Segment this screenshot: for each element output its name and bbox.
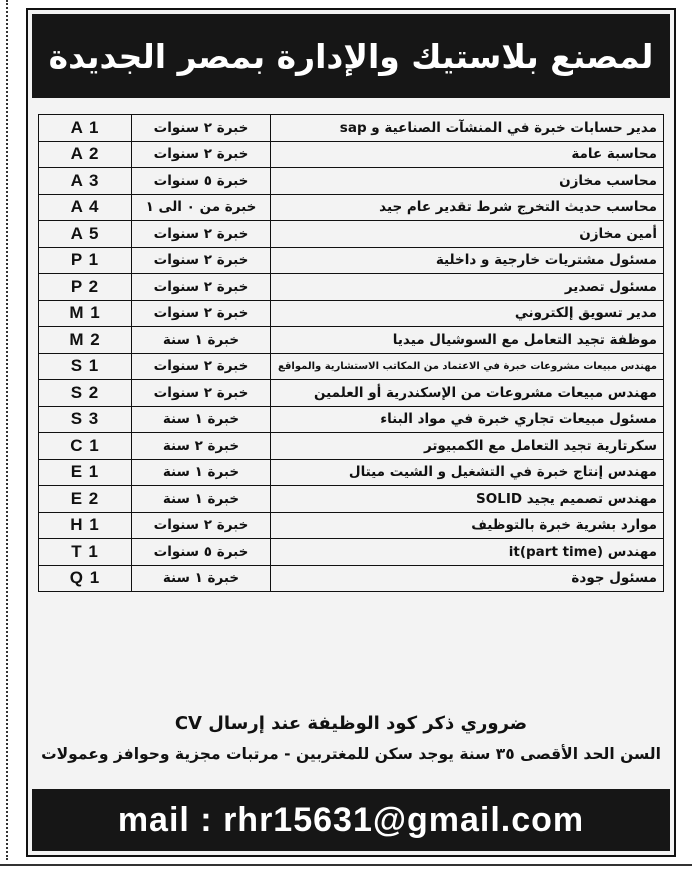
job-title: محاسب حديث التخرج شرط تقدير عام جيد (271, 194, 664, 221)
job-experience: خبرة ٢ سنوات (132, 512, 271, 539)
job-row (39, 406, 664, 433)
job-row (39, 459, 664, 486)
job-experience: خبرة ١ سنة (132, 327, 271, 354)
job-code: S 2 (39, 380, 132, 407)
job-row (39, 141, 664, 168)
job-experience: خبرة ٢ سنوات (132, 247, 271, 274)
job-code: P 1 (39, 247, 132, 274)
job-code: M 1 (39, 300, 132, 327)
job-title: محاسبة عامة (271, 141, 664, 168)
job-experience: خبرة ١ سنة (132, 486, 271, 513)
job-title: مهندس it(part time) (271, 539, 664, 566)
job-code: A 5 (39, 221, 132, 248)
job-code: P 2 (39, 274, 132, 301)
job-row (39, 539, 664, 566)
job-row (39, 115, 664, 142)
job-experience: خبرة ١ سنة (132, 459, 271, 486)
job-code: H 1 (39, 512, 132, 539)
job-row (39, 380, 664, 407)
job-title: مسئول تصدير (271, 274, 664, 301)
job-code: S 3 (39, 406, 132, 433)
job-experience: خبرة ٢ سنوات (132, 221, 271, 248)
ad-header (32, 14, 670, 98)
ad-footer (32, 789, 670, 851)
job-title: مدير حسابات خبرة في المنشآت الصناعية و sap (271, 115, 664, 142)
job-code: E 2 (39, 486, 132, 513)
job-experience: خبرة ٢ سنوات (132, 353, 271, 380)
job-experience: خبرة ١ سنة (132, 565, 271, 592)
job-code: T 1 (39, 539, 132, 566)
job-experience: خبرة ٢ سنة (132, 433, 271, 460)
job-code: A 3 (39, 168, 132, 195)
dotted-cut-line (6, 0, 8, 860)
job-advertisement (26, 8, 676, 857)
cv-code-note: ضروري ذكر كود الوظيفة عند إرسال CV (174, 713, 528, 734)
job-title: مهندس مبيعات مشروعات من الإسكندرية أو العلمين (271, 380, 664, 407)
conditions-note: السن الحد الأقصى ٣٥ سنة يوجد سكن للمغتربين - مرتبات مجزية وحوافز وعمولات (41, 745, 661, 763)
job-title: مهندس مبيعات مشروعات خبرة في الاعتماد من المكاتب الاستشارية والمواقع (271, 353, 664, 380)
job-row (39, 353, 664, 380)
job-row (39, 512, 664, 539)
job-title: مهندس تصميم يجيد SOLID (271, 486, 664, 513)
job-title: محاسب مخازن (271, 168, 664, 195)
job-row (39, 168, 664, 195)
job-code: A 1 (39, 115, 132, 142)
job-code: Q 1 (39, 565, 132, 592)
job-experience: خبرة ٥ سنوات (132, 168, 271, 195)
job-code: S 1 (39, 353, 132, 380)
job-code: E 1 (39, 459, 132, 486)
job-title: موارد بشرية خبرة بالتوظيف (271, 512, 664, 539)
job-experience: خبرة ٢ سنوات (132, 380, 271, 407)
job-experience: خبرة ٢ سنوات (132, 300, 271, 327)
job-row (39, 327, 664, 354)
job-row (39, 433, 664, 460)
job-experience: خبرة من ٠ الى ١ (132, 194, 271, 221)
job-row (39, 300, 664, 327)
job-title: سكرتارية تجيد التعامل مع الكمبيوتر (271, 433, 664, 460)
job-row (39, 274, 664, 301)
ad-title: لمصنع بلاستيك والإدارة بمصر الجديدة (48, 36, 654, 76)
job-code: C 1 (39, 433, 132, 460)
job-experience: خبرة ٥ سنوات (132, 539, 271, 566)
job-experience: خبرة ٢ سنوات (132, 141, 271, 168)
job-code: A 2 (39, 141, 132, 168)
job-row (39, 247, 664, 274)
job-title: أمين مخازن (271, 221, 664, 248)
job-title: مهندس إنتاج خبرة في التشغيل و الشيت ميتال (271, 459, 664, 486)
job-code: A 4 (39, 194, 132, 221)
job-row (39, 565, 664, 592)
job-title: مسئول مشتريات خارجية و داخلية (271, 247, 664, 274)
job-row (39, 486, 664, 513)
job-experience: خبرة ٢ سنوات (132, 115, 271, 142)
job-title: مدير تسويق إلكتروني (271, 300, 664, 327)
jobs-table (38, 114, 664, 592)
job-row (39, 194, 664, 221)
page-divider (0, 864, 692, 866)
job-row (39, 221, 664, 248)
job-code: M 2 (39, 327, 132, 354)
job-experience: خبرة ١ سنة (132, 406, 271, 433)
job-title: موظفة تجيد التعامل مع السوشيال ميديا (271, 327, 664, 354)
job-title: مسئول جودة (271, 565, 664, 592)
job-experience: خبرة ٢ سنوات (132, 274, 271, 301)
job-title: مسئول مبيعات تجاري خبرة في مواد البناء (271, 406, 664, 433)
contact-email[interactable]: mail : rhr15631@gmail.com (117, 800, 585, 839)
